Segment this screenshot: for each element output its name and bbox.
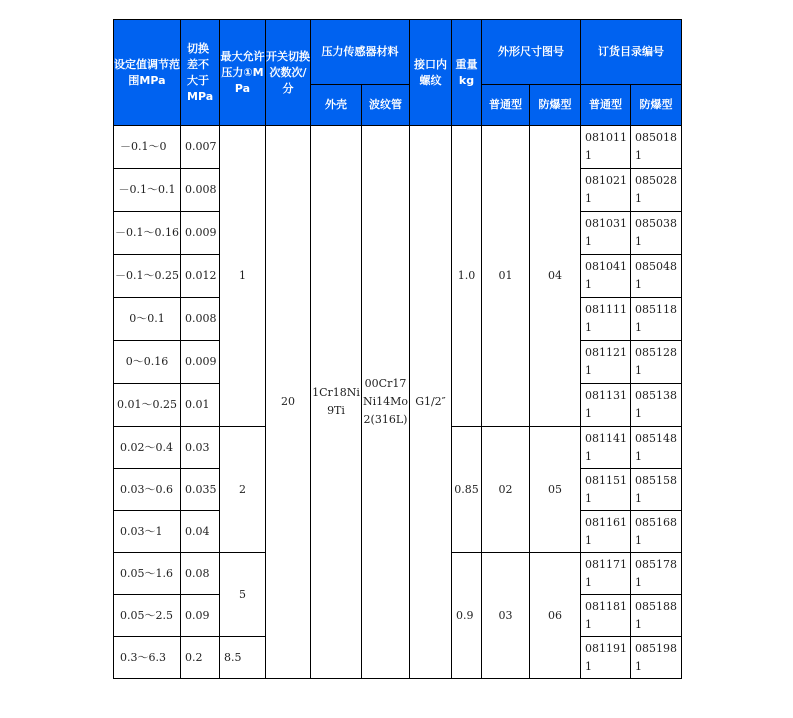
- order-explosion-proof-cell: 0851681: [631, 511, 682, 553]
- diff-cell: 0.09: [181, 595, 220, 637]
- range-cell: 0.3～6.3: [114, 637, 181, 679]
- range-cell: －0.1～0.1: [114, 169, 181, 212]
- order-explosion-proof-cell: 0850481: [631, 255, 682, 298]
- range-cell: 0.03～0.6: [114, 469, 181, 511]
- header-cycles: 开关切换次数次/分: [266, 20, 311, 126]
- dims-normal-cell: 03: [482, 553, 530, 679]
- order-normal-cell: 0811911: [581, 637, 631, 679]
- range-cell: 0.01～0.25: [114, 384, 181, 427]
- range-cell: －0.1～0.16: [114, 212, 181, 255]
- header-dims-explosion-proof: 防爆型: [530, 85, 581, 126]
- order-explosion-proof-cell: 0850181: [631, 126, 682, 169]
- order-explosion-proof-cell: 0850281: [631, 169, 682, 212]
- order-normal-cell: 0811211: [581, 341, 631, 384]
- bellows-material-cell: 00Cr17Ni14Mo2(316L): [362, 126, 410, 679]
- order-normal-cell: 0810211: [581, 169, 631, 212]
- header-range: 设定值调节范围MPa: [114, 20, 181, 126]
- dims-explosion-proof-cell: 06: [530, 553, 581, 679]
- diff-cell: 0.008: [181, 169, 220, 212]
- order-normal-cell: 0811511: [581, 469, 631, 511]
- diff-cell: 0.08: [181, 553, 220, 595]
- dims-normal-cell: 01: [482, 126, 530, 427]
- order-normal-cell: 0810311: [581, 212, 631, 255]
- thread-cell: G1/2″: [410, 126, 452, 679]
- weight-cell: 0.9: [452, 553, 482, 679]
- header-shell: 外壳: [311, 85, 362, 126]
- range-cell: 0.05～1.6: [114, 553, 181, 595]
- order-explosion-proof-cell: 0851881: [631, 595, 682, 637]
- weight-cell: 0.85: [452, 427, 482, 553]
- range-cell: －0.1～0.25: [114, 255, 181, 298]
- header-max-pressure: 最大允许压力①MPa: [220, 20, 266, 126]
- order-explosion-proof-cell: 0851181: [631, 298, 682, 341]
- max-pressure-cell: 2: [220, 427, 266, 553]
- table-row: [114, 126, 682, 169]
- order-explosion-proof-cell: 0851281: [631, 341, 682, 384]
- range-cell: 0.02～0.4: [114, 427, 181, 469]
- order-explosion-proof-cell: 0851581: [631, 469, 682, 511]
- max-pressure-cell: 8.5: [220, 637, 266, 679]
- diff-cell: 0.008: [181, 298, 220, 341]
- order-explosion-proof-cell: 0851781: [631, 553, 682, 595]
- order-normal-cell: 0811411: [581, 427, 631, 469]
- cycles-cell: 20: [266, 126, 311, 679]
- header-sensor-material: 压力传感器材料: [311, 20, 410, 85]
- diff-cell: 0.007: [181, 126, 220, 169]
- max-pressure-cell: 1: [220, 126, 266, 427]
- header-order-number: 订货目录编号: [581, 20, 682, 85]
- diff-cell: 0.03: [181, 427, 220, 469]
- header-dims-normal: 普通型: [482, 85, 530, 126]
- spec-table: [113, 19, 682, 679]
- order-explosion-proof-cell: 0851481: [631, 427, 682, 469]
- order-normal-cell: 0810111: [581, 126, 631, 169]
- range-cell: 0～0.16: [114, 341, 181, 384]
- order-normal-cell: 0811111: [581, 298, 631, 341]
- order-normal-cell: 0811711: [581, 553, 631, 595]
- diff-cell: 0.2: [181, 637, 220, 679]
- header-row-1: [114, 20, 682, 85]
- order-normal-cell: 0811311: [581, 384, 631, 427]
- order-explosion-proof-cell: 0850381: [631, 212, 682, 255]
- diff-cell: 0.01: [181, 384, 220, 427]
- range-cell: －0.1～0: [114, 126, 181, 169]
- weight-cell: 1.0: [452, 126, 482, 427]
- header-order-explosion-proof: 防爆型: [631, 85, 682, 126]
- diff-cell: 0.012: [181, 255, 220, 298]
- shell-material-cell: 1Cr18Ni9Ti: [311, 126, 362, 679]
- header-dimension-drawing: 外形尺寸图号: [482, 20, 581, 85]
- header-order-normal: 普通型: [581, 85, 631, 126]
- order-normal-cell: 0810411: [581, 255, 631, 298]
- order-explosion-proof-cell: 0851981: [631, 637, 682, 679]
- header-diff: 切换差不大于MPa: [181, 20, 220, 126]
- diff-cell: 0.04: [181, 511, 220, 553]
- header-thread: 接口内螺纹: [410, 20, 452, 126]
- header-bellows: 波纹管: [362, 85, 410, 126]
- dims-normal-cell: 02: [482, 427, 530, 553]
- order-explosion-proof-cell: 0851381: [631, 384, 682, 427]
- range-cell: 0.05～2.5: [114, 595, 181, 637]
- max-pressure-cell: 5: [220, 553, 266, 637]
- range-cell: 0～0.1: [114, 298, 181, 341]
- dims-explosion-proof-cell: 05: [530, 427, 581, 553]
- order-normal-cell: 0811611: [581, 511, 631, 553]
- order-normal-cell: 0811811: [581, 595, 631, 637]
- diff-cell: 0.009: [181, 341, 220, 384]
- diff-cell: 0.035: [181, 469, 220, 511]
- diff-cell: 0.009: [181, 212, 220, 255]
- range-cell: 0.03～1: [114, 511, 181, 553]
- dims-explosion-proof-cell: 04: [530, 126, 581, 427]
- header-weight: 重量kg: [452, 20, 482, 126]
